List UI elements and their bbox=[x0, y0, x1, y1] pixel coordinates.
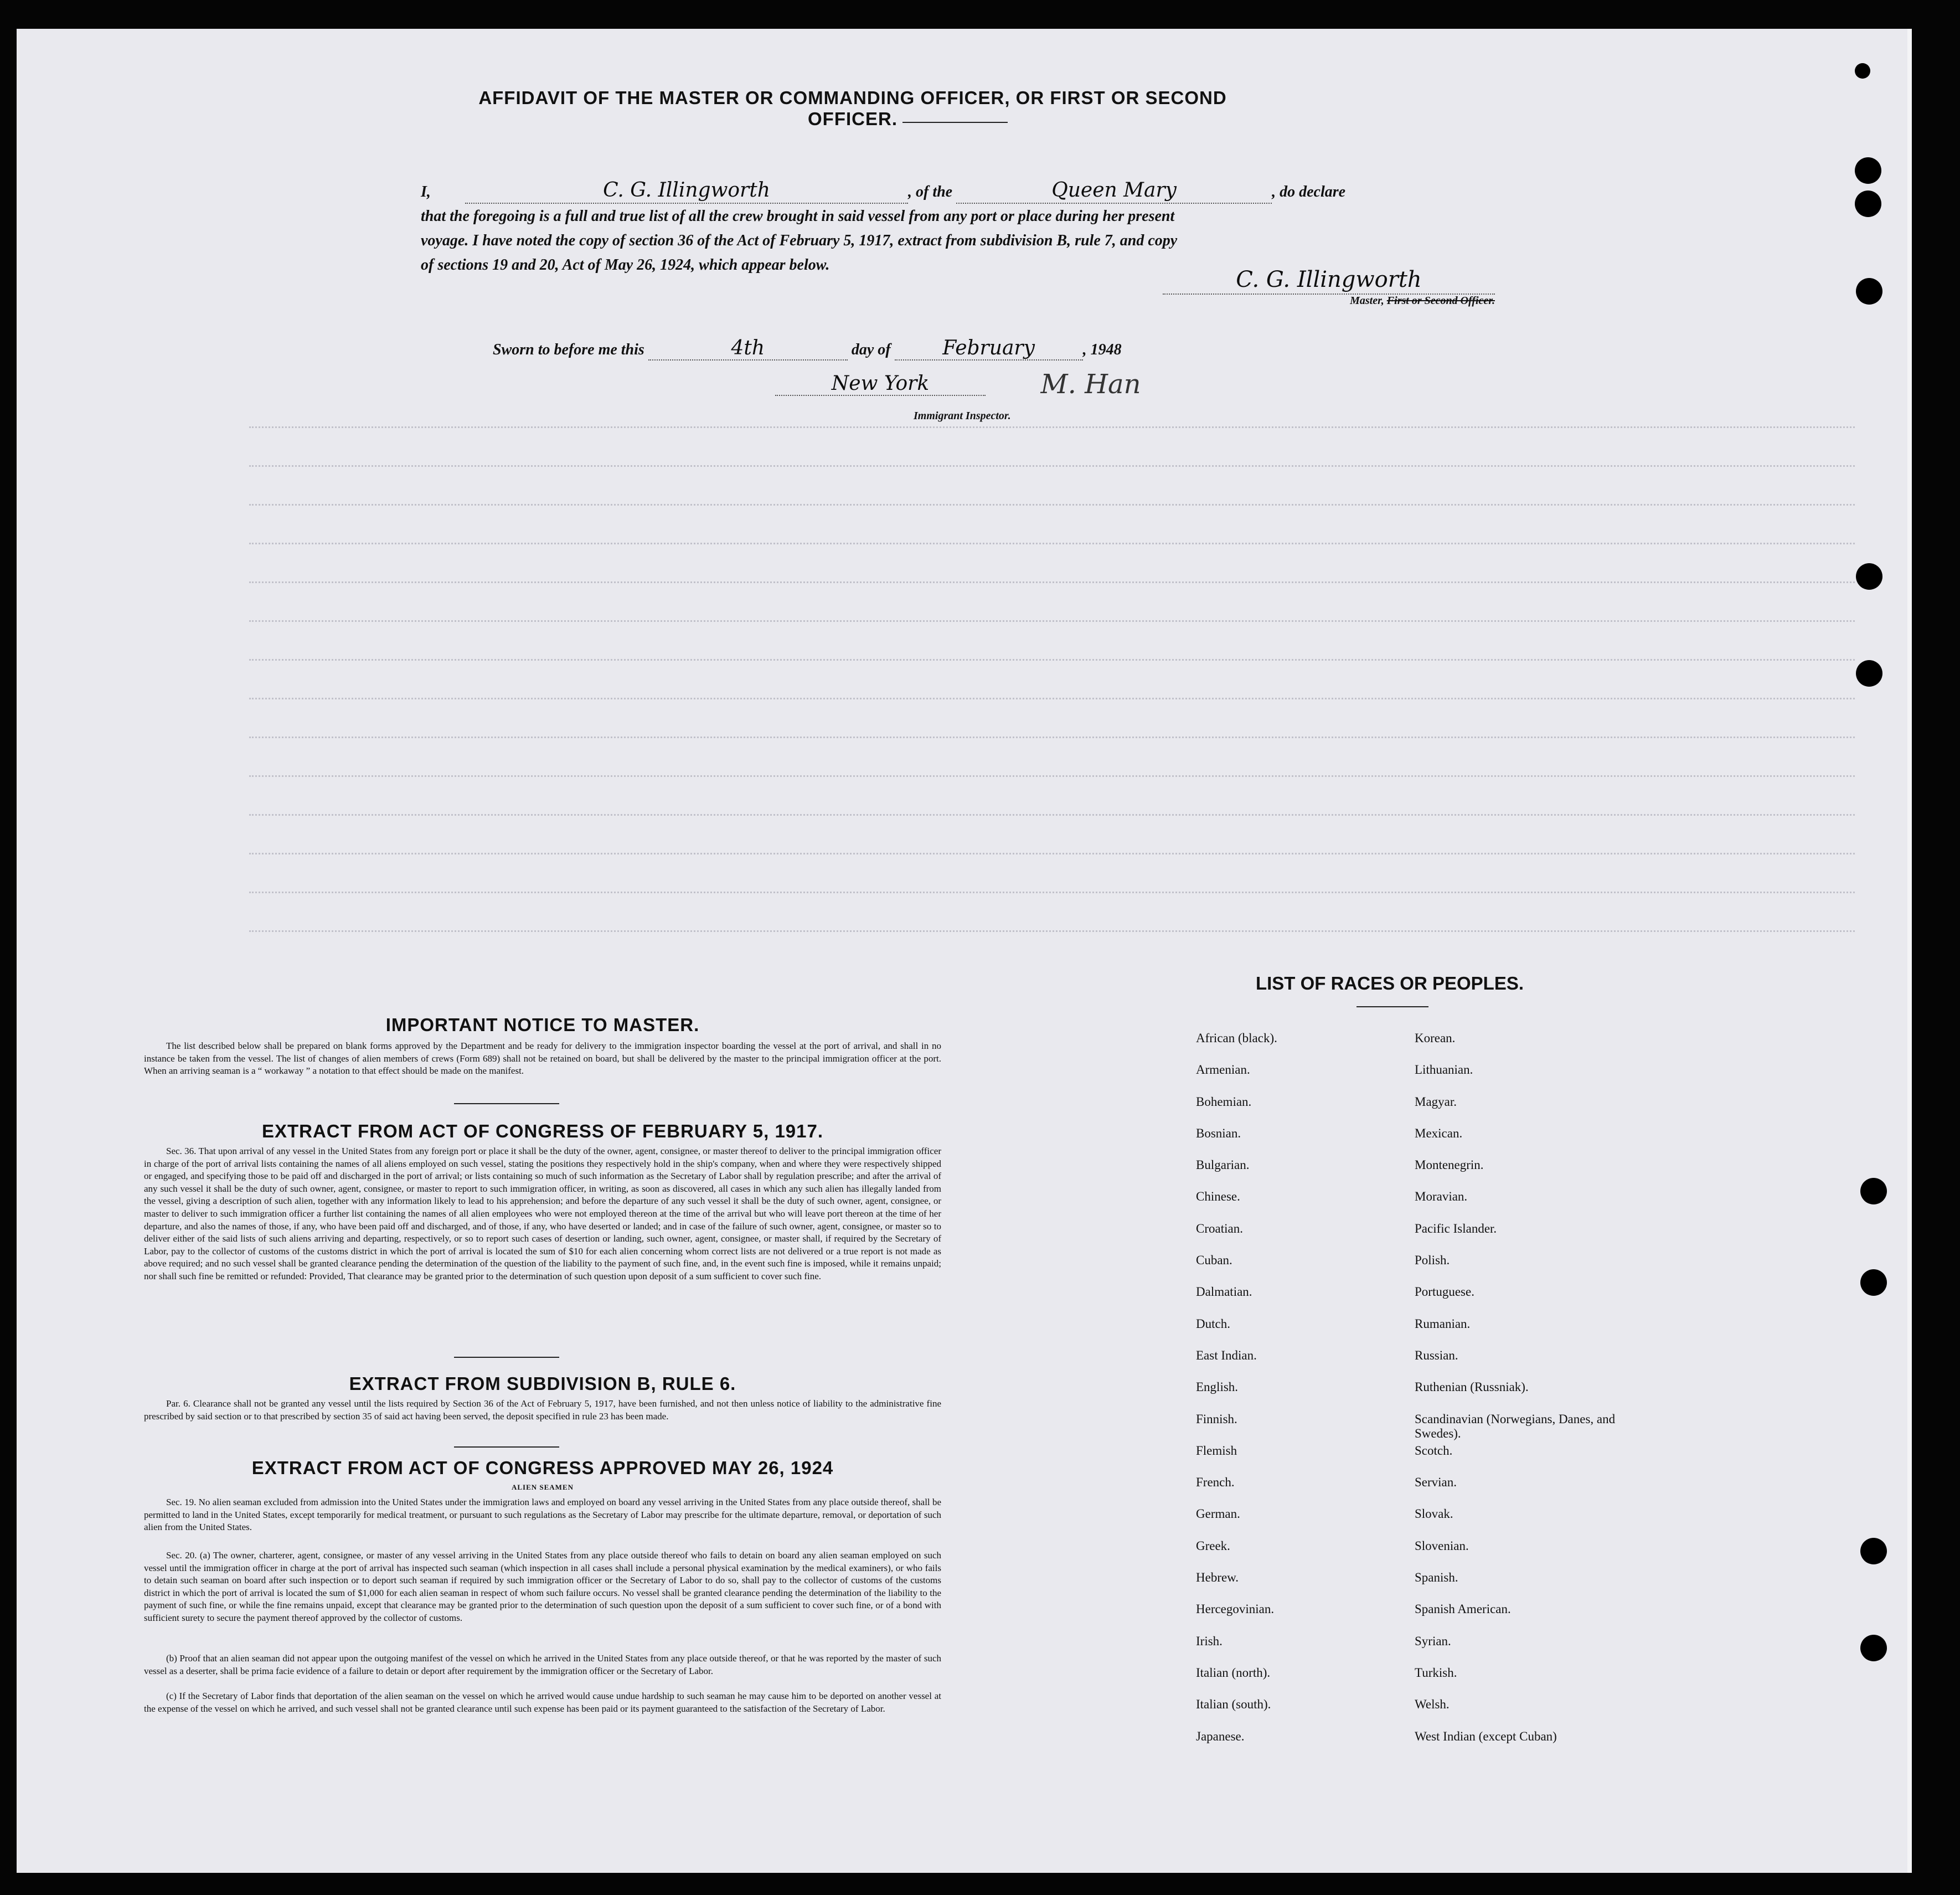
race-item: Lithuanian. bbox=[1415, 1063, 1473, 1077]
bleed-through-row bbox=[249, 814, 1855, 825]
section-divider bbox=[454, 1103, 559, 1104]
race-item: Bosnian. bbox=[1196, 1126, 1241, 1140]
race-item: Armenian. bbox=[1196, 1063, 1250, 1077]
sworn-day: 4th bbox=[648, 337, 848, 361]
race-item: Scotch. bbox=[1415, 1443, 1453, 1458]
race-item: Greek. bbox=[1196, 1538, 1230, 1553]
inspector-signature: M. Han bbox=[1040, 369, 1141, 400]
race-item: Turkish. bbox=[1415, 1665, 1457, 1680]
races-divider bbox=[1356, 1006, 1428, 1007]
race-item: Korean. bbox=[1415, 1031, 1456, 1045]
alien-seamen-subtitle: ALIEN SEAMEN bbox=[511, 1483, 574, 1491]
bleed-through-row bbox=[249, 426, 1855, 437]
declarant-prefix: I, bbox=[421, 183, 431, 200]
race-item: Bulgarian. bbox=[1196, 1158, 1250, 1172]
act-1917-text: Sec. 36. That upon arrival of any vessel in the United States from any foreign port or place it shall be the duty of the owner, agent, consignee, or master thereof to deliver to the principal immigration officer in charge of the port of arrival lists containing the names of all aliens employed on such vessel, stating the positions they respectively hold in the ship's company, when and where they were respectively shipped or engaged, and specifying those to be paid off and discharged in the port of arrival; or lists containing so much of such information as the Secretary of Labor shall by regulation prescribe; and after the arrival of any such vessel it shall be the duty of such owner, agent, consignee, or master to report to such immigration officer, in writing, as soon as discovered, all cases in which any such alien has illegally landed from the vessel, giving a description of such alien, together with any information likely to lead to his apprehension; and before the departure of any such vessel it shall be the duty of such owner, agent, consignee, or master to deliver to such immigration officer a further list containing the names of all alien employees who were not employed thereon at the time of the arrival but who will leave port thereon at the time of her departure, and also the names of those, if any, who have been paid off and discharged, and of those, if any, who have deserted or landed; and in case of the failure of such owner, agent, consignee, or master so to deliver either of the said lists of such aliens arriving and departing, respectively, or so to report such cases of desertion or landing, such owner, agent, consignee, or master shall, if required by the Secretary of Labor, pay to the collector of customs of the customs district in which the port of arrival is located the sum of $10 for each alien concerning whom correct lists are not delivered or a true report is not made as above required; and no such vessel shall be granted clearance pending the determination of the question of the liability to the payment of such fine, and, in the event such fine is imposed, while it remains unpaid; nor shall such fine be remitted or refunded: Provided, That clearance may be granted prior to the determination of such question upon deposit of a sum sufficient to cover such fine. bbox=[144, 1146, 941, 1281]
race-item: Italian (north). bbox=[1196, 1665, 1271, 1680]
role-struck: First or Second Officer. bbox=[1386, 295, 1495, 307]
affidavit-line-1 bbox=[421, 178, 1506, 204]
affidavit-title: AFFIDAVIT OF THE MASTER OR COMMANDING OFFICER, OR FIRST OR SECOND OFFICER. bbox=[478, 87, 1227, 129]
section-divider bbox=[454, 1446, 559, 1448]
race-item: Hercegovinian. bbox=[1196, 1602, 1275, 1616]
race-item: Rumanian. bbox=[1415, 1316, 1471, 1331]
vessel-name: Queen Mary bbox=[956, 178, 1272, 204]
race-item: Moravian. bbox=[1415, 1189, 1468, 1204]
sworn-prefix: Sworn to before me this bbox=[493, 341, 644, 358]
race-item: Montenegrin. bbox=[1415, 1158, 1484, 1172]
race-item: Irish. bbox=[1196, 1634, 1223, 1648]
affidavit-line-2: that the foregoing is a full and true list of all the crew brought in said vessel from any port or place during her present bbox=[421, 208, 1175, 225]
subdivision-b-title: EXTRACT FROM SUBDIVISION B, RULE 6. bbox=[349, 1373, 736, 1394]
sworn-line bbox=[493, 337, 1122, 361]
punch-hole bbox=[1855, 190, 1881, 217]
punch-hole bbox=[1860, 1635, 1887, 1661]
punch-hole bbox=[1860, 1178, 1887, 1204]
race-item: German. bbox=[1196, 1507, 1240, 1521]
punch-hole bbox=[1855, 157, 1881, 184]
race-item: Servian. bbox=[1415, 1475, 1457, 1490]
subdivision-b-text: Par. 6. Clearance shall not be granted any vessel until the lists required by Section 36 of the Act of February 5, 1917, have been furnished, and not then unless notice of liability to the administrative fine prescribed by said section or to that prescribed by section 35 of said act having been served, the deposit specified in rule 23 has been made. bbox=[144, 1398, 941, 1422]
race-item: Portuguese. bbox=[1415, 1285, 1474, 1299]
punch-hole bbox=[1856, 278, 1882, 305]
punch-hole bbox=[1860, 1538, 1887, 1564]
race-item: African (black). bbox=[1196, 1031, 1277, 1045]
act-1924-sec20a: Sec. 20. (a) The owner, charterer, agent, consignee, or master of any vessel arriving in the United States from any place outside thereof who fails to detain on board any alien seaman employed on such vessel until the immigration officer in charge at the port of arrival has inspected such seaman (which inspection in all cases shall include a personal physical examination by the medical examiners), or who fails to detain such seaman on board after such inspection or to deport such seaman if required by such immigration officer or the Secretary of Labor to do so, shall pay to the collector of customs of the customs district in which the port of arrival is located the sum of $1,000 for each alien seaman in respect of whom such failure occurs. No vessel shall be granted clearance pending the determination of the liability to the payment of such fine, or while the fine remains unpaid, except that clearance may be granted prior to the determination of such question upon the deposit of a sum sufficient to cover such fine, or of a bond with sufficient surety to secure the payment thereof approved by the collector of customs. bbox=[144, 1550, 941, 1623]
affidavit-text bbox=[421, 178, 1506, 277]
race-item: Flemish bbox=[1196, 1443, 1237, 1458]
race-item: Polish. bbox=[1415, 1253, 1450, 1268]
sworn-year: 48 bbox=[1106, 341, 1122, 358]
race-item: Welsh. bbox=[1415, 1697, 1450, 1712]
bleed-through-row bbox=[249, 659, 1855, 670]
day-of-label: day of bbox=[851, 341, 891, 358]
year-prefix: , 19 bbox=[1082, 341, 1106, 358]
race-item: East Indian. bbox=[1196, 1348, 1257, 1362]
bleed-through-row bbox=[249, 543, 1855, 553]
race-item: Finnish. bbox=[1196, 1412, 1237, 1426]
race-item: Cuban. bbox=[1196, 1253, 1232, 1268]
race-item: Bohemian. bbox=[1196, 1094, 1252, 1109]
race-item: Slovenian. bbox=[1415, 1538, 1469, 1553]
races-title: LIST OF RACES OR PEOPLES. bbox=[1255, 973, 1524, 993]
race-item: Russian. bbox=[1415, 1348, 1458, 1362]
race-item: Slovak. bbox=[1415, 1507, 1453, 1521]
notice-text: The list described below shall be prepared on blank forms approved by the Department and be ready for delivery to the immigration inspector boarding the vessel at the port of arrival, and shall in no instance be taken from the vessel. The list of changes of alien members of crews (Form 689) shall not be retained on board, but shall be delivered by the master to the principal immigration officer at the port. When an arriving seaman is a “ workaway ” a notation to that effect should be made on the manifest. bbox=[144, 1041, 941, 1077]
affidavit-line-4: of sections 19 and 20, Act of May 26, 1924, which appear below. bbox=[421, 256, 830, 274]
punch-hole bbox=[1856, 563, 1882, 590]
act-1917-title: EXTRACT FROM ACT OF CONGRESS OF FEBRUARY 5, 1917. bbox=[261, 1121, 824, 1141]
race-item: West Indian (except Cuban) bbox=[1415, 1729, 1557, 1743]
race-item: Spanish American. bbox=[1415, 1602, 1511, 1616]
document-page bbox=[17, 29, 1912, 1873]
act-1924-sec20c: (c) If the Secretary of Labor finds that deportation of the alien seaman on the vessel on which he arrived would cause undue hardship to such seaman he may cause him to be deported on another vessel at the expense of the vessel on which he arrived, and such vessel shall not be granted clearance until such expense has been paid or its payment guaranteed to the satisfaction of the Secretary of Labor. bbox=[144, 1691, 941, 1714]
punch-hole bbox=[1860, 1269, 1887, 1296]
race-item: French. bbox=[1196, 1475, 1235, 1490]
bleed-through-row bbox=[249, 581, 1855, 592]
race-item: Croatian. bbox=[1196, 1221, 1243, 1235]
race-item: Hebrew. bbox=[1196, 1570, 1239, 1585]
race-item: Dalmatian. bbox=[1196, 1285, 1252, 1299]
bleed-through-row bbox=[249, 504, 1855, 514]
section-divider bbox=[454, 1357, 559, 1358]
of-the-label: , of the bbox=[908, 183, 953, 200]
bleed-through-row bbox=[249, 930, 1855, 941]
race-item: Italian (south). bbox=[1196, 1697, 1271, 1712]
do-declare-label: , do declare bbox=[1272, 183, 1346, 200]
race-item: Pacific Islander. bbox=[1415, 1221, 1497, 1235]
sworn-month: February bbox=[895, 337, 1083, 361]
race-item: Dutch. bbox=[1196, 1316, 1230, 1331]
declarant-name: C. G. Illingworth bbox=[465, 178, 908, 204]
race-item: Scandinavian (Norwegians, Danes, and Swedes). bbox=[1415, 1412, 1616, 1440]
act-1924-title: EXTRACT FROM ACT OF CONGRESS APPROVED MAY 26, 1924 bbox=[251, 1458, 834, 1478]
act-1924-sec20b: (b) Proof that an alien seaman did not appear upon the outgoing manifest of the vessel on which he arrived in the United States from any place outside thereof, or that he was reported by the master of such vessel as a deserter, shall be prima facie evidence of a failure to detain or deport after requirement by the immigration officer or the Secretary of Labor. bbox=[144, 1653, 941, 1676]
bleed-through-row bbox=[249, 737, 1855, 747]
bleed-through-row bbox=[249, 620, 1855, 631]
punch-hole bbox=[1856, 660, 1882, 687]
punch-hole bbox=[1855, 63, 1870, 79]
race-item: Chinese. bbox=[1196, 1189, 1240, 1204]
race-item: Magyar. bbox=[1415, 1094, 1457, 1109]
race-item: English. bbox=[1196, 1380, 1239, 1394]
race-item: Ruthenian (Russniak). bbox=[1415, 1380, 1529, 1394]
races-right-column bbox=[1415, 1031, 1642, 1761]
inspector-label: Immigrant Inspector. bbox=[914, 410, 1011, 422]
race-item: Syrian. bbox=[1415, 1634, 1451, 1648]
bleed-through-row bbox=[249, 775, 1855, 786]
master-signature: C. G. Illingworth bbox=[1163, 267, 1495, 295]
race-item: Japanese. bbox=[1196, 1729, 1245, 1743]
act-1924-sec19: Sec. 19. No alien seaman excluded from admission into the United States under the immigration laws and employed on board any vessel arriving in the United States from any place outside thereof, shall be permitted to land in the United States, except temporarily for medical treatment, or pursuant to such regulations as the Secretary of Labor may prescribe for the ultimate departure, removal, or deportation of such alien from the United States. bbox=[144, 1497, 941, 1533]
notice-title: IMPORTANT NOTICE TO MASTER. bbox=[385, 1015, 700, 1035]
bleed-through-row bbox=[249, 892, 1855, 902]
role-master: Master, bbox=[1350, 295, 1384, 307]
title-divider bbox=[902, 122, 1008, 123]
bleed-through-row bbox=[249, 465, 1855, 476]
sworn-place: New York bbox=[775, 372, 986, 396]
race-item: Mexican. bbox=[1415, 1126, 1463, 1140]
affidavit-line-3: voyage. I have noted the copy of section 36 of the Act of February 5, 1917, extract from subdivision B, rule 7, and copy bbox=[421, 232, 1178, 249]
master-signature-block bbox=[1163, 267, 1495, 307]
bleed-through-row bbox=[249, 853, 1855, 863]
race-item: Spanish. bbox=[1415, 1570, 1458, 1585]
bleed-through-row bbox=[249, 698, 1855, 708]
